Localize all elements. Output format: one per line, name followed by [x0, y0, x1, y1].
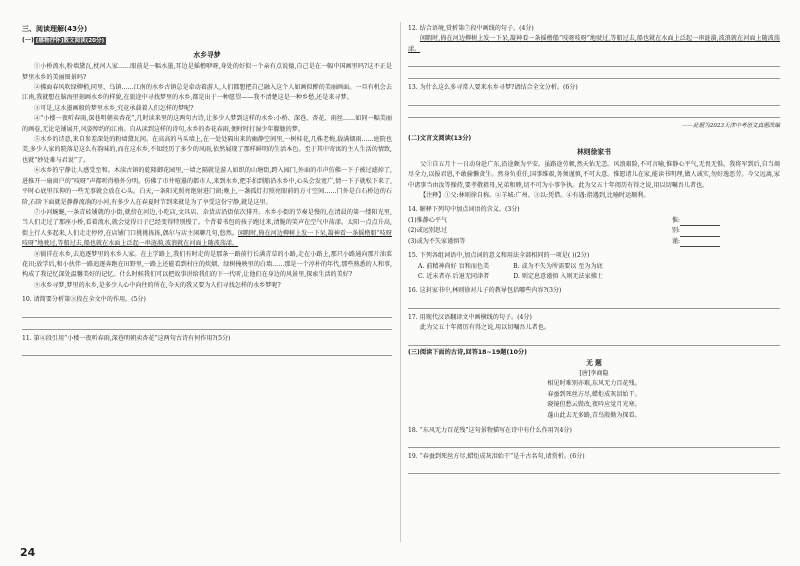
essay-paragraph-5: ⑤水乡的诗意,来自参差深处的粉墙黛瓦间。在高高的马头墙上,在一处处隔出来的幽静空间里,一树桂花,几株老梅,载满烟雨……庭院也美,多少人家的院落是这么有韵味的,而在这水乡,不知经历了多少的风雨,依然展现了那样鲜明的生活本色。至于其中寄寓的主人生活的情致,也就“妙处难与君说”了。 [22, 136, 392, 164]
q14-item-2-text: (2)或远别思过 [408, 227, 448, 235]
q15-option-d[interactable]: D. 则定息意谨慎 入则无法家拂士 [513, 272, 603, 280]
answer-line [22, 320, 392, 330]
q14-item-1 [408, 216, 780, 226]
answer-blank[interactable] [680, 239, 720, 247]
poem-line-3: 晓镜但愁云鬓改,夜吟应觉月光寒。 [547, 401, 641, 409]
subsection-heading [22, 36, 392, 46]
essay-paragraph-6: ⑥水乡的宁静让人感受至和。木渎古镇的乾隆御花园里,一墙之隔就是游人如织的山塘街,跨入园门,外面的市声仿佛一下子被过滤掉了,进推开一扇窗户的“吱呀”声都听得格外分明。仿佛了市井喧嚣的都市人,来到水乡,把手拍到船沿水乡中,心头会发宽广,情一下子就松下来了,平时心底里压抑的一些无事就会放在心头。白天,一条阳光照亮绝射进门窗;晚上,一盏孤灯打照亮眼前的方寸空间……门外是白石桥边的石阶,石阶下面就是静静流淌的小河,有多少人在春夏时节到来就是为了享受这份宁静,就是这里。 [22, 167, 392, 206]
annotation-note: 【注释】①父:林则徐自称。②羊城:广州。③以:凭借。④有遇:指遇到,比喻时运顺利。 [420, 192, 650, 200]
question-15: 15. 下列各组词语中,加点词的意义和用法全部相同的一项是( )(2分) [408, 252, 590, 260]
answer-line [408, 336, 780, 346]
classical-text-body: 父①自五月十一日动身赴广东,沿途颇为平安。虽路途劳顿,然天佑无恙。风浪艰险,不可言喻,惟静心平气,无畏无惧。我将军到后,自当竭尽全力,以报君恩,不敢偷懒贪生。然身负重任,国事维艰,务须谨慎,不可大意。惟愿诸儿在家,能读书明理,做人诚实,勿好逸恶劳。今父远离,家中诸事当由汝等操持,要孝敬祖母,兄弟和睦,切不可为小事争执。此为父五十年阅历有得之说,用以切嘱吾儿者也。 [408, 160, 780, 189]
q15-options-row-2 [408, 272, 780, 282]
question-17-quote: 此为父五十年阅历有得之说,用以切嘱吾儿者也。 [420, 324, 550, 332]
underlined-sentence: 闲暇时,倚在河边柳树上发一下呆,凝神看一条摇橹船“吱呀吱呀”地驶过,等船过去,船也就在水面上泛起一串涟漪,波浪就在河面上随波荡漾。 [22, 229, 392, 248]
question-14: 14. 解释下列句中加点词语的含义。(3分) [408, 206, 520, 214]
column-divider [400, 22, 401, 542]
poem-line-4: 蓬山此去无多路,青鸟殷勤为探看。 [547, 411, 641, 419]
subsection-number: (一) [22, 37, 34, 45]
q14-item-3-answer [672, 237, 720, 247]
answer-line [22, 346, 392, 356]
section-title: 三、阅读理解(43分) [22, 25, 88, 33]
question-11: 11. 第④段引用“小楼一夜听春雨,深巷明朝卖杏花”这两句古诗有何作用?(5分) [22, 334, 231, 342]
left-column [22, 24, 392, 358]
q14-item-2-word: 别: [671, 227, 680, 235]
answer-line [408, 299, 780, 309]
question-12-quote: 闲暇时,倚在河边柳树上发一下呆,凝神看一条摇橹船“吱呀吱呀”地驶过,等船过去,船也就在水面上泛起一串涟漪,波浪就在河面上随波荡漾。 [408, 35, 780, 53]
essay-paragraph-3: ③可是,这水墨画般的梦里水乡,究竟承载着人们怎样的梦呢? [34, 104, 194, 112]
q15-option-b[interactable]: B. 或为不失为所需要以 至为为底 [513, 262, 603, 270]
answer-blank[interactable] [680, 229, 720, 237]
poem-author: [唐]李商隐 [579, 369, 609, 377]
question-10: 10. 请简要分析第③段在全文中的作用。(5分) [22, 296, 146, 304]
answer-line [408, 438, 780, 448]
source-note: ——此题为2023天津中考语文真题改编 [681, 122, 780, 129]
question-19: 19. “春蚕到死丝方尽,蜡炬成灰泪始干”是千古名句,请赏析。(6分) [408, 452, 585, 460]
question-17: 17. 用现代汉语翻译文中画横线的句子。(4分) [408, 313, 532, 321]
essay-paragraph-7-text: ⑦小河蜿蜒,一条青砖铺就的小街,就傍在河边,小吃店,文具店、杂货店沿街依次排开。水乡小街的节奏是慢的,在清晨的第一缕阳光里,当人们走过了那座小桥,看着流水,就会觉得日子已经变得特别慢了。个背着书包的孩子跑过来,清脆的笑声在空气中荡漾。太阳一点点升高,街上行人多起来,人们走走停停,在店铺门口挑挑拣拣,偶尔与店主闲聊几句,悠然。 [22, 208, 392, 237]
essay-paragraph-7 [22, 208, 392, 250]
poem-line-2: 春蚕到死丝方尽,蜡炬成灰泪始干。 [547, 390, 641, 398]
classical-text-title: 林则徐家书 [577, 148, 611, 157]
q14-item-3 [408, 237, 780, 247]
q15-options-row-1 [408, 262, 780, 272]
subsection-tag: [感物抒怀]散文阅读(20分) [35, 38, 105, 45]
q14-item-3-word: 谨: [671, 237, 680, 245]
essay-paragraph-9: ⑨水乡寻梦,梦里的水乡,是多少人心中向往的所在,今天的我又要为人们寻找怎样的水乡梦呢? [34, 281, 281, 289]
subsection-3-heading: (三)阅读下面的古诗,回答18~19题(10分) [408, 348, 527, 356]
q14-item-2-answer [672, 226, 720, 236]
q14-item-1-answer [672, 216, 720, 226]
answer-line [408, 464, 780, 474]
subsection-2-heading: (二)文言文阅读(13分) [408, 135, 472, 143]
answer-line [408, 96, 780, 106]
question-18: 18. “东风无力百花残”这句景物描写在诗中有什么作用?(4分) [408, 426, 572, 434]
poem-block [408, 358, 780, 422]
page-number: 24 [20, 546, 36, 559]
q14-item-1-word: 惟: [671, 216, 680, 224]
answer-line [408, 108, 780, 118]
q15-option-a[interactable]: A. 前精神尚好 盲和而色美 [418, 262, 490, 270]
question-16: 16. 这封家书中,林则徐对儿子的教导包括哪些内容?(3分) [408, 287, 562, 295]
question-13: 13. 为什么这么多寻常人要来水乡寻梦?请结合全文分析。(6分) [408, 84, 578, 92]
answer-line [22, 308, 392, 318]
answer-line [408, 69, 780, 79]
poem-title: 无 题 [586, 358, 602, 367]
q15-option-c[interactable]: C. 近未者亦 后退无同津者 [418, 272, 490, 280]
essay-paragraph-4: ④“小楼一夜听春雨,深巷明朝卖杏花”,几时读来里的这两句古诗,让多少人梦到这样的水乡:小桥、深巷、杏花、雨丝……如同一幅美丽的画卷,无论是铺展开,风姿绰约的江南。自从读到这样的诗句,水乡的杏花春雨,便时时打湿少年朦胧的梦。 [22, 115, 392, 133]
essay-paragraph-2: ②拂面春风吹绿柳梢,同里、乌镇……江南的水乡古镇总是牵动着游人,人们都想把自己融入这个人如画似醉的美丽画面。一旦有机会去江南,我就想在脑海里刻画水乡的样貌,在旅途中寻找梦里的水乡,都是出于一种愿望——我不清楚这是一种乡愁,还是来寻梦。 [22, 84, 392, 102]
q14-item-3-text: (3)或为不失家谨慎等 [408, 237, 466, 245]
essay-title: 水乡寻梦 [193, 50, 221, 59]
essay-paragraph-1: ①小桥流水,粉墙黛瓦,枕河人家……眼前是一幅水墨,耳边是摇橹咿呀,身处的好似一个亲有点说德,自己是在一幅中国画里吗?这不正是梦里水乡的美丽图景吗? [22, 63, 392, 81]
answer-blank[interactable] [680, 218, 720, 226]
answer-line [408, 57, 780, 67]
right-column [408, 24, 780, 476]
essay-paragraph-8: ⑧徜徉在水乡,去追逐梦里的水乡人家。在上学路上,我们有时走的是那条一路前行长满青草的小路,走在小路上,那只小路通向那片油菜花田;放学后,和小伙伴一路追逐奔跑在田野里,一路上还能看到村庄的炊烟、绿树掩映里的白墙……那是一个淳朴的年代,那些熟悉的人和事,构成了我记忆深处温馨美好的记忆。什么时候我们可以把故事讲给我们的下一代听,让他们在身边的风景里,探索生活的美好? [22, 250, 392, 279]
q14-item-1-text: (1)惟静心平气 [408, 216, 448, 224]
poem-line-1: 相见时难别亦难,东风无力百花残。 [547, 380, 641, 388]
question-12: 12. 结合语境,赏析第⑦段中画线的句子。(4分) [408, 25, 534, 32]
q14-item-2 [408, 226, 780, 236]
